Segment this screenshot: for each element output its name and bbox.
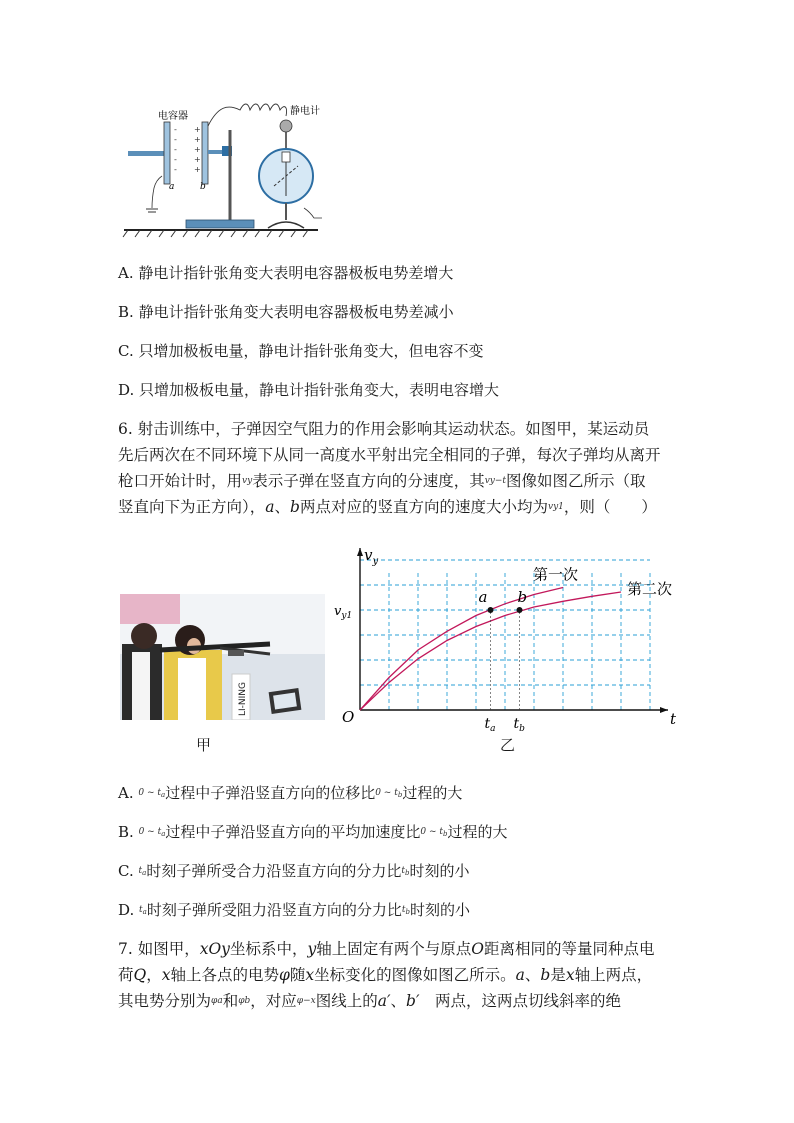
svg-text:+: + [194, 145, 201, 154]
series-label-2: 第二次 [627, 580, 673, 598]
q5-option-a: A. 静电计指针张角变大表明电容器极板电势差增大 [118, 264, 454, 282]
q5-option-b: B. 静电计指针张角变大表明电容器极板电势差减小 [118, 303, 454, 321]
svg-text:-: - [174, 125, 177, 134]
series-line-1 [360, 588, 563, 711]
y-axis-label: $v_y$ [364, 546, 379, 567]
q6-stem: 6. 射击训练中，子弹因空气阻力的作用会影响其运动状态。如图甲，某运动员 先后两次在不同环境下从同一高度水平射出完全相同的子弹，每次子弹均从离开 枪口开始计时，用vy表示子弹在竖直方向的分速度，其vy−t图像如图乙所示（取 竖直向下为正方向），a、b两点对应的竖直方向的速度大小均为vy1，则（ ） [118, 420, 661, 516]
point-label-b: b [517, 588, 528, 606]
electrometer-label: 静电计 [290, 106, 320, 117]
x-tick-label-b: $t_b$ [513, 716, 525, 734]
shooting-photo [120, 594, 325, 720]
svg-text:+: + [194, 135, 201, 144]
x-tick-label-a: $t_a$ [484, 716, 496, 734]
q7-stem: 7. 如图甲，xOy坐标系中，y轴上固定有两个与原点O距离相同的等量同种点电 荷Q，x轴上各点的电势φ随x坐标变化的图像如图乙所示。a、b是x轴上两点， 其电势分别为φa和φb，对应φ−x图线上的a′、b′ 两点，这两点切线斜率的绝 [118, 940, 655, 1010]
series-label-1: 第一次 [533, 565, 579, 584]
svg-text:+: + [194, 165, 201, 174]
y-tick-label: $v_{y1}$ [334, 604, 353, 621]
capacitor-label: 电容器 [158, 111, 188, 122]
q6-option-d: D. $^t$a时刻子弹所受阻力沿竖直方向的分力比$^t$b时刻的小 [118, 901, 470, 919]
vy-t-chart [330, 540, 690, 740]
apparatus-figure [118, 96, 358, 241]
point-b [517, 607, 523, 613]
plate-b-label: b [200, 182, 206, 192]
svg-text:-: - [174, 155, 177, 164]
y-axis-arrow [357, 548, 363, 556]
photo-brand-text: LI-NING [238, 681, 248, 716]
svg-text:-: - [174, 145, 177, 154]
svg-text:-: - [174, 165, 177, 174]
point-a [488, 607, 494, 613]
q5-option-c: C. 只增加极板电量，静电计指针张角变大，但电容不变 [118, 342, 484, 360]
q6-option-b: B. $^{0 \sim}$ $^t$a过程中子弹沿竖直方向的平均加速度比$^{0 \sim}$ $^t$b过程的大 [118, 823, 508, 841]
q6-option-c: C. $^t$a时刻子弹所受合力沿竖直方向的分力比$^t$b时刻的小 [118, 862, 470, 880]
caption-right: 乙 [500, 736, 516, 754]
svg-text:+: + [194, 155, 201, 164]
plate-a-label: a [169, 182, 175, 192]
svg-text:+: + [194, 125, 201, 134]
origin-label: O [342, 708, 355, 726]
x-axis-label: t [670, 710, 677, 728]
q6-option-a: A. $^{0 \sim}$ $^t$a过程中子弹沿竖直方向的位移比$^{0 \sim}$ $^t$b过程的大 [118, 784, 463, 802]
x-axis-arrow [660, 707, 668, 713]
svg-text:-: - [174, 135, 177, 144]
point-label-a: a [478, 588, 488, 606]
caption-left: 甲 [196, 736, 212, 754]
q5-option-d: D. 只增加极板电量，静电计指针张角变大，表明电容增大 [118, 381, 500, 399]
